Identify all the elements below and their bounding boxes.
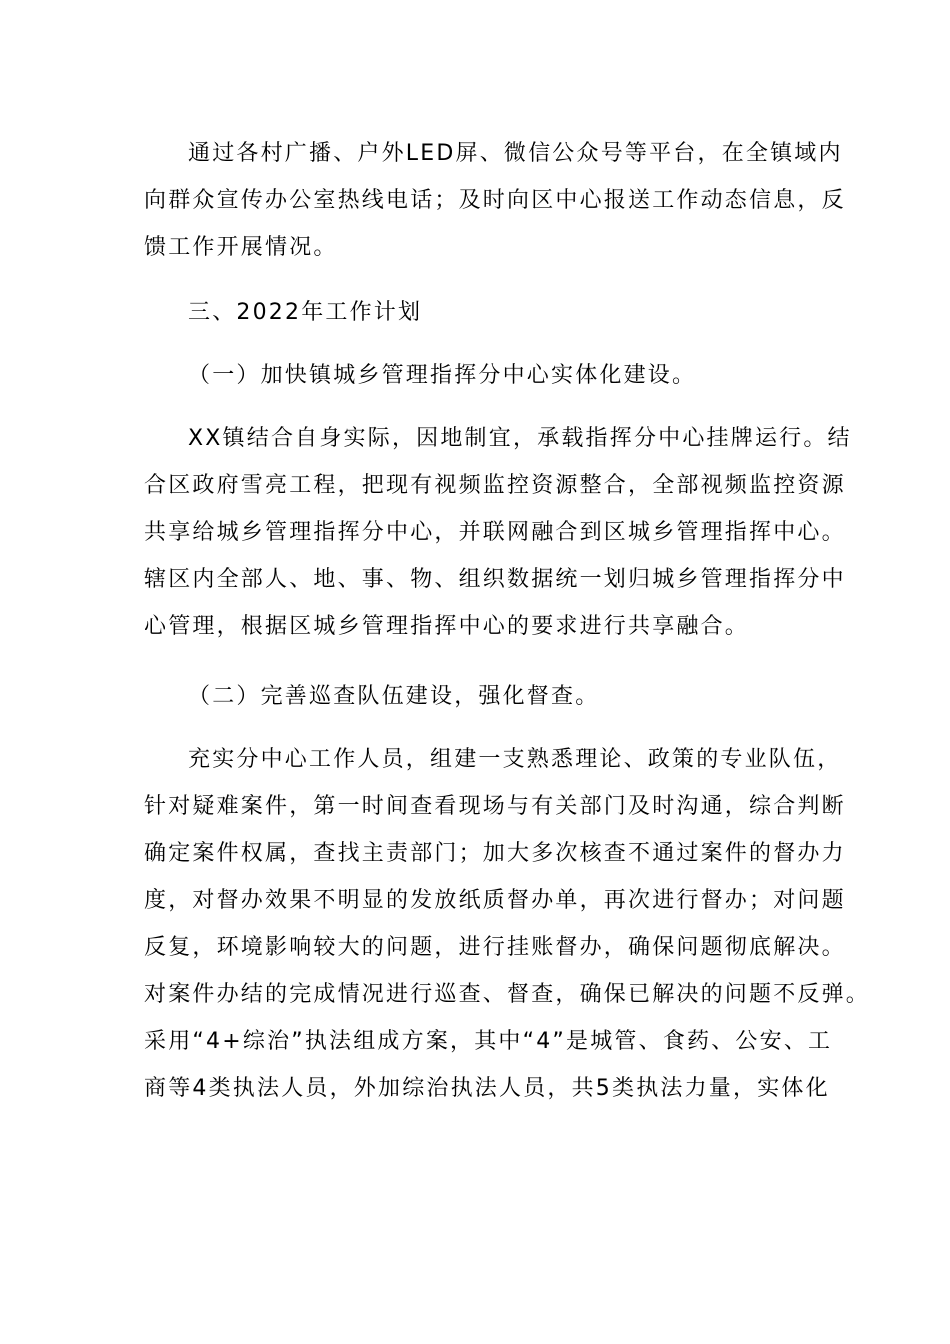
subheading-text: （二）完善巡查队伍建设，强化督查。	[188, 684, 600, 709]
text-line: 馈工作开展情况。	[144, 235, 338, 260]
text-line: 向群众宣传办公室热线电话；及时向区中心报送工作动态信息，反	[144, 188, 846, 213]
text-line: 充实分中心工作人员，组建一支熟悉理论、政策的专业队伍，	[188, 747, 842, 772]
subheading-one	[144, 352, 824, 399]
section-heading-2022-plan	[144, 289, 824, 336]
text-line: 反复，环境影响较大的问题，进行挂账督办，确保问题彻底解决。	[144, 935, 846, 960]
text-line: 对案件办结的完成情况进行巡查、督查，确保已解决的问题不反弹。	[144, 982, 871, 1007]
text-line: 心管理，根据区城乡管理指挥中心的要求进行共享融合。	[144, 614, 750, 639]
text-line: 合区政府雪亮工程，把现有视频监控资源整合，全部视频监控资源	[144, 473, 846, 498]
paragraph-publicity	[144, 130, 846, 271]
text-line: 采用“4+综治”执法组成方案，其中“4”是城管、食药、公安、工	[144, 1029, 833, 1054]
text-line: 确定案件权属，查找主责部门；加大多次核查不通过案件的督办力	[144, 841, 846, 866]
subheading-two	[144, 673, 824, 720]
text-line: 辖区内全部人、地、事、物、组织数据统一划归城乡管理指挥分中	[144, 567, 846, 592]
text-line: 共享给城乡管理指挥分中心，并联网融合到区城乡管理指挥中心。	[144, 520, 846, 545]
text-line: 通过各村广播、户外LED屏、微信公众号等平台，在全镇域内	[188, 141, 843, 166]
subheading-text: （一）加快镇城乡管理指挥分中心实体化建设。	[188, 363, 697, 388]
paragraph-inspection-team	[144, 736, 871, 1112]
text-line: 商等4类执法人员，外加综治执法人员，共5类执法力量，实体化	[144, 1076, 830, 1101]
text-line: XX镇结合自身实际，因地制宜，承载指挥分中心挂牌运行。结	[188, 426, 852, 451]
paragraph-command-center	[144, 415, 852, 650]
text-line: 针对疑难案件，第一时间查看现场与有关部门及时沟通，综合判断	[144, 794, 846, 819]
section-heading-text: 三、2022年工作计划	[188, 300, 423, 325]
text-line: 度，对督办效果不明显的发放纸质督办单，再次进行督办；对问题	[144, 888, 846, 913]
